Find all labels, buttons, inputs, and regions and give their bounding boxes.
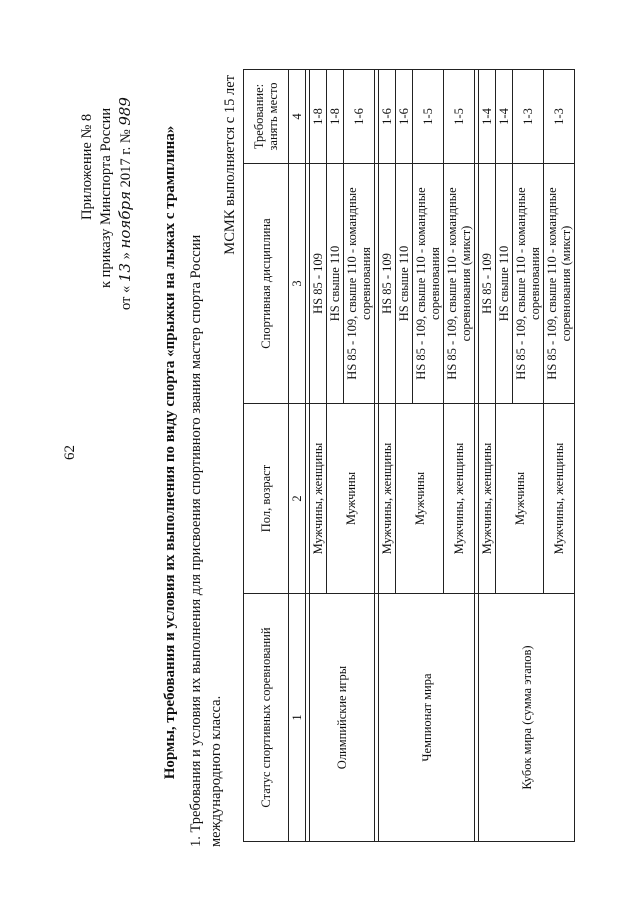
discipline-cell: HS 85 - 109, свыше 110 - командные соревнования	[413, 164, 444, 404]
appendix-date-line	[116, 20, 136, 310]
date-year: 2017 г. №	[118, 129, 134, 188]
table-row	[479, 70, 496, 842]
place-cell: 1-6	[396, 70, 413, 164]
place-cell: 1-3	[513, 70, 544, 164]
gender-cell: Мужчины, женщины	[310, 404, 327, 594]
discipline-cell: HS 85 - 109, свыше 110 - командные соревнования	[344, 164, 375, 404]
header-gender-age: Пол, возраст	[244, 404, 289, 594]
col-number: 1	[289, 594, 306, 842]
place-cell: 1-8	[310, 70, 327, 164]
col-number: 2	[289, 404, 306, 594]
col-number: 4	[289, 70, 306, 164]
mcmk-age-note: МСМК выполняется с 15 лет	[222, 75, 238, 255]
norms-table	[243, 69, 575, 842]
discipline-cell: HS 85 - 109	[479, 164, 496, 404]
page-number: 62	[62, 445, 78, 460]
gender-cell: Мужчины	[327, 404, 375, 594]
discipline-cell: HS свыше 110	[396, 164, 413, 404]
discipline-cell: HS 85 - 109, свыше 110 - командные соревнования	[513, 164, 544, 404]
col-number: 3	[289, 164, 306, 404]
header-place: Требование: занять место	[244, 70, 289, 164]
appendix-order-ref: к приказу Минспорта России	[98, 107, 114, 288]
discipline-cell: HS 85 - 109, свыше 110 - командные соревнования (микст)	[444, 164, 475, 404]
table-header-row	[244, 70, 289, 842]
document-title: Нормы, требования и условия их выполнения по виду спорта «прыжки на лыжах с трамплина»	[162, 125, 178, 780]
date-month-handwritten: ноября	[116, 190, 134, 249]
gender-cell: Мужчины, женщины	[544, 404, 575, 594]
date-mid: »	[118, 252, 134, 260]
place-cell: 1-6	[379, 70, 396, 164]
place-cell: 1-4	[479, 70, 496, 164]
discipline-cell: HS 85 - 109	[310, 164, 327, 404]
gender-cell: Мужчины, женщины	[444, 404, 475, 594]
gender-cell: Мужчины	[496, 404, 544, 594]
place-cell: 1-8	[327, 70, 344, 164]
date-prefix: от «	[118, 285, 134, 310]
appendix-title: Приложение № 8	[79, 113, 95, 220]
status-cell: Чемпионат мира	[379, 594, 475, 842]
place-cell: 1-3	[544, 70, 575, 164]
header-status: Статус спортивных соревнований	[244, 594, 289, 842]
place-cell: 1-4	[496, 70, 513, 164]
discipline-cell: HS свыше 110	[496, 164, 513, 404]
date-day-handwritten: 13	[116, 263, 134, 283]
discipline-cell: HS 85 - 109, свыше 110 - командные соревнования (микст)	[544, 164, 575, 404]
gender-cell: Мужчины	[396, 404, 444, 594]
table-row	[310, 70, 327, 842]
appendix-header	[78, 20, 136, 310]
status-cell: Кубок мира (сумма этапов)	[479, 594, 575, 842]
gender-cell: Мужчины, женщины	[379, 404, 396, 594]
header-discipline: Спортивная дисциплина	[244, 164, 289, 404]
status-cell: Олимпийские игры	[310, 594, 375, 842]
place-cell: 1-6	[344, 70, 375, 164]
place-cell: 1-5	[413, 70, 444, 164]
discipline-cell: HS 85 - 109	[379, 164, 396, 404]
intro-paragraph: 1. Требования и условия их выполнения для присвоения спортивного звания мастер спорта России международного класса.	[188, 234, 224, 847]
order-number-handwritten: 989	[116, 97, 134, 126]
place-cell: 1-5	[444, 70, 475, 164]
discipline-cell: HS свыше 110	[327, 164, 344, 404]
table-row	[379, 70, 396, 842]
column-number-row	[289, 70, 306, 842]
gender-cell: Мужчины, женщины	[479, 404, 496, 594]
